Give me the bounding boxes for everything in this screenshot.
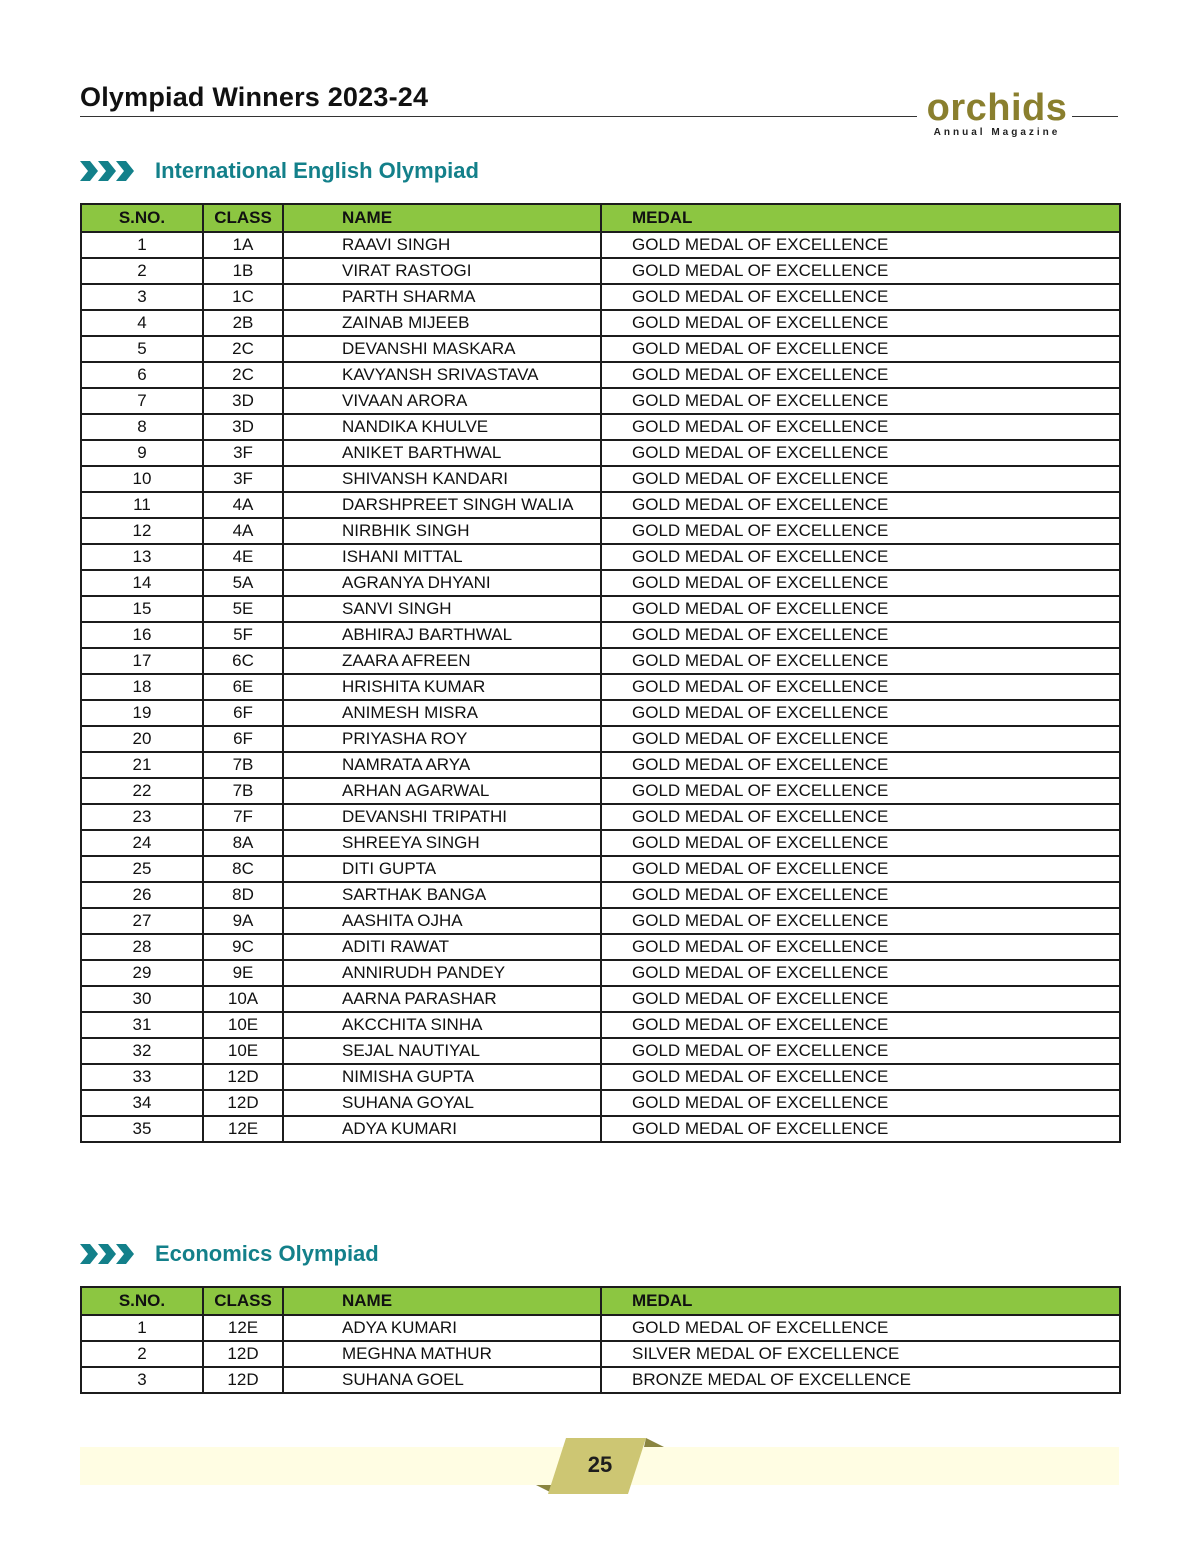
cell-medal: GOLD MEDAL OF EXCELLENCE xyxy=(601,232,1120,258)
cell-sno: 26 xyxy=(81,882,203,908)
page-number: 25 xyxy=(587,1452,613,1477)
col-header-sno: S.NO. xyxy=(81,204,203,232)
cell-name: SHIVANSH KANDARI xyxy=(283,466,601,492)
cell-class: 6F xyxy=(203,726,283,752)
cell-class: 3F xyxy=(203,466,283,492)
cell-medal: GOLD MEDAL OF EXCELLENCE xyxy=(601,440,1120,466)
cell-name: HRISHITA KUMAR xyxy=(283,674,601,700)
cell-name: KAVYANSH SRIVASTAVA xyxy=(283,362,601,388)
table-row xyxy=(81,700,1120,726)
table-row xyxy=(81,1116,1120,1142)
cell-medal: GOLD MEDAL OF EXCELLENCE xyxy=(601,1038,1120,1064)
cell-sno: 11 xyxy=(81,492,203,518)
english-olympiad-table xyxy=(80,203,1121,1143)
cell-name: ABHIRAJ BARTHWAL xyxy=(283,622,601,648)
cell-sno: 28 xyxy=(81,934,203,960)
cell-name: NAMRATA ARYA xyxy=(283,752,601,778)
cell-medal: GOLD MEDAL OF EXCELLENCE xyxy=(601,726,1120,752)
cell-medal: SILVER MEDAL OF EXCELLENCE xyxy=(601,1341,1120,1367)
table-row xyxy=(81,466,1120,492)
cell-medal: GOLD MEDAL OF EXCELLENCE xyxy=(601,596,1120,622)
cell-sno: 10 xyxy=(81,466,203,492)
cell-sno: 32 xyxy=(81,1038,203,1064)
cell-medal: GOLD MEDAL OF EXCELLENCE xyxy=(601,310,1120,336)
cell-name: RAAVI SINGH xyxy=(283,232,601,258)
cell-class: 5A xyxy=(203,570,283,596)
table-row xyxy=(81,232,1120,258)
table-row xyxy=(81,284,1120,310)
triple-chevron-icon xyxy=(80,1243,136,1265)
table-row xyxy=(81,310,1120,336)
cell-class: 12D xyxy=(203,1341,283,1367)
section-title: International English Olympiad xyxy=(155,158,479,183)
cell-class: 8C xyxy=(203,856,283,882)
table-row xyxy=(81,726,1120,752)
cell-name: ZAINAB MIJEEB xyxy=(283,310,601,336)
table-row xyxy=(81,882,1120,908)
table-row xyxy=(81,778,1120,804)
cell-sno: 25 xyxy=(81,856,203,882)
table-row xyxy=(81,986,1120,1012)
table-row xyxy=(81,258,1120,284)
cell-medal: GOLD MEDAL OF EXCELLENCE xyxy=(601,934,1120,960)
table-row xyxy=(81,336,1120,362)
cell-medal: GOLD MEDAL OF EXCELLENCE xyxy=(601,388,1120,414)
cell-class: 10E xyxy=(203,1012,283,1038)
cell-sno: 24 xyxy=(81,830,203,856)
cell-sno: 35 xyxy=(81,1116,203,1142)
col-header-name: NAME xyxy=(283,1287,601,1315)
table-row xyxy=(81,960,1120,986)
cell-name: SUHANA GOYAL xyxy=(283,1090,601,1116)
cell-name: VIVAAN ARORA xyxy=(283,388,601,414)
cell-medal: GOLD MEDAL OF EXCELLENCE xyxy=(601,674,1120,700)
cell-name: ARHAN AGARWAL xyxy=(283,778,601,804)
cell-sno: 34 xyxy=(81,1090,203,1116)
table-row xyxy=(81,440,1120,466)
cell-name: AKCCHITA SINHA xyxy=(283,1012,601,1038)
cell-sno: 6 xyxy=(81,362,203,388)
cell-medal: GOLD MEDAL OF EXCELLENCE xyxy=(601,700,1120,726)
table-row xyxy=(81,622,1120,648)
cell-name: PRIYASHA ROY xyxy=(283,726,601,752)
page-title: Olympiad Winners 2023-24 xyxy=(80,82,429,112)
table-row xyxy=(81,388,1120,414)
cell-sno: 5 xyxy=(81,336,203,362)
cell-name: ADYA KUMARI xyxy=(283,1315,601,1341)
cell-medal: GOLD MEDAL OF EXCELLENCE xyxy=(601,336,1120,362)
cell-sno: 27 xyxy=(81,908,203,934)
table-row xyxy=(81,752,1120,778)
table-header-row xyxy=(81,204,1120,232)
logo-rule xyxy=(1072,116,1118,117)
cell-medal: GOLD MEDAL OF EXCELLENCE xyxy=(601,284,1120,310)
cell-sno: 31 xyxy=(81,1012,203,1038)
cell-name: SARTHAK BANGA xyxy=(283,882,601,908)
cell-class: 9A xyxy=(203,908,283,934)
cell-sno: 33 xyxy=(81,1064,203,1090)
cell-name: ANNIRUDH PANDEY xyxy=(283,960,601,986)
cell-sno: 30 xyxy=(81,986,203,1012)
cell-medal: GOLD MEDAL OF EXCELLENCE xyxy=(601,1116,1120,1142)
cell-medal: GOLD MEDAL OF EXCELLENCE xyxy=(601,804,1120,830)
section-heading-economics xyxy=(80,1241,379,1267)
cell-class: 12D xyxy=(203,1064,283,1090)
cell-name: SEJAL NAUTIYAL xyxy=(283,1038,601,1064)
cell-class: 6E xyxy=(203,674,283,700)
table-row xyxy=(81,1367,1120,1393)
cell-sno: 9 xyxy=(81,440,203,466)
cell-class: 2B xyxy=(203,310,283,336)
cell-class: 7F xyxy=(203,804,283,830)
cell-sno: 18 xyxy=(81,674,203,700)
table-header-row xyxy=(81,1287,1120,1315)
cell-name: ADYA KUMARI xyxy=(283,1116,601,1142)
cell-sno: 16 xyxy=(81,622,203,648)
cell-class: 7B xyxy=(203,752,283,778)
cell-medal: GOLD MEDAL OF EXCELLENCE xyxy=(601,544,1120,570)
cell-sno: 1 xyxy=(81,232,203,258)
cell-medal: GOLD MEDAL OF EXCELLENCE xyxy=(601,258,1120,284)
cell-sno: 12 xyxy=(81,518,203,544)
col-header-name: NAME xyxy=(283,204,601,232)
table-row xyxy=(81,518,1120,544)
cell-class: 12E xyxy=(203,1116,283,1142)
section-title: Economics Olympiad xyxy=(155,1241,379,1266)
table-row xyxy=(81,804,1120,830)
cell-medal: GOLD MEDAL OF EXCELLENCE xyxy=(601,648,1120,674)
cell-name: DARSHPREET SINGH WALIA xyxy=(283,492,601,518)
cell-sno: 17 xyxy=(81,648,203,674)
table-row xyxy=(81,1341,1120,1367)
table-row xyxy=(81,544,1120,570)
cell-class: 7B xyxy=(203,778,283,804)
cell-class: 3D xyxy=(203,388,283,414)
cell-name: DEVANSHI MASKARA xyxy=(283,336,601,362)
cell-class: 8A xyxy=(203,830,283,856)
cell-class: 10E xyxy=(203,1038,283,1064)
cell-name: ADITI RAWAT xyxy=(283,934,601,960)
table-row xyxy=(81,1012,1120,1038)
table-row xyxy=(81,414,1120,440)
cell-medal: GOLD MEDAL OF EXCELLENCE xyxy=(601,752,1120,778)
cell-name: NIRBHIK SINGH xyxy=(283,518,601,544)
cell-sno: 14 xyxy=(81,570,203,596)
table-row xyxy=(81,934,1120,960)
magazine-logo xyxy=(922,87,1072,138)
col-header-sno: S.NO. xyxy=(81,1287,203,1315)
cell-class: 4E xyxy=(203,544,283,570)
table-row xyxy=(81,1090,1120,1116)
table-row xyxy=(81,908,1120,934)
cell-name: ZAARA AFREEN xyxy=(283,648,601,674)
cell-class: 9E xyxy=(203,960,283,986)
cell-medal: GOLD MEDAL OF EXCELLENCE xyxy=(601,856,1120,882)
cell-class: 5E xyxy=(203,596,283,622)
cell-name: ISHANI MITTAL xyxy=(283,544,601,570)
logo-wordmark: orchids xyxy=(926,87,1068,129)
table-row xyxy=(81,570,1120,596)
cell-class: 5F xyxy=(203,622,283,648)
cell-name: AARNA PARASHAR xyxy=(283,986,601,1012)
cell-name: NANDIKA KHULVE xyxy=(283,414,601,440)
cell-class: 3D xyxy=(203,414,283,440)
cell-name: PARTH SHARMA xyxy=(283,284,601,310)
cell-name: DITI GUPTA xyxy=(283,856,601,882)
cell-medal: GOLD MEDAL OF EXCELLENCE xyxy=(601,778,1120,804)
cell-sno: 20 xyxy=(81,726,203,752)
cell-medal: GOLD MEDAL OF EXCELLENCE xyxy=(601,1090,1120,1116)
cell-name: SUHANA GOEL xyxy=(283,1367,601,1393)
cell-name: ANIKET BARTHWAL xyxy=(283,440,601,466)
cell-name: AGRANYA DHYANI xyxy=(283,570,601,596)
cell-class: 9C xyxy=(203,934,283,960)
cell-name: SHREEYA SINGH xyxy=(283,830,601,856)
cell-medal: GOLD MEDAL OF EXCELLENCE xyxy=(601,882,1120,908)
cell-name: DEVANSHI TRIPATHI xyxy=(283,804,601,830)
cell-class: 6F xyxy=(203,700,283,726)
cell-class: 12D xyxy=(203,1367,283,1393)
cell-sno: 1 xyxy=(81,1315,203,1341)
cell-name: SANVI SINGH xyxy=(283,596,601,622)
cell-medal: GOLD MEDAL OF EXCELLENCE xyxy=(601,830,1120,856)
cell-sno: 3 xyxy=(81,284,203,310)
cell-medal: GOLD MEDAL OF EXCELLENCE xyxy=(601,362,1120,388)
cell-class: 6C xyxy=(203,648,283,674)
cell-class: 1B xyxy=(203,258,283,284)
cell-sno: 8 xyxy=(81,414,203,440)
table-row xyxy=(81,492,1120,518)
cell-medal: GOLD MEDAL OF EXCELLENCE xyxy=(601,518,1120,544)
cell-class: 12D xyxy=(203,1090,283,1116)
cell-sno: 3 xyxy=(81,1367,203,1393)
cell-class: 3F xyxy=(203,440,283,466)
table-row xyxy=(81,830,1120,856)
cell-sno: 2 xyxy=(81,258,203,284)
cell-medal: GOLD MEDAL OF EXCELLENCE xyxy=(601,622,1120,648)
cell-medal: GOLD MEDAL OF EXCELLENCE xyxy=(601,908,1120,934)
cell-class: 10A xyxy=(203,986,283,1012)
col-header-class: CLASS xyxy=(203,204,283,232)
cell-class: 2C xyxy=(203,336,283,362)
cell-sno: 15 xyxy=(81,596,203,622)
cell-class: 12E xyxy=(203,1315,283,1341)
cell-medal: GOLD MEDAL OF EXCELLENCE xyxy=(601,1315,1120,1341)
cell-class: 4A xyxy=(203,492,283,518)
cell-sno: 21 xyxy=(81,752,203,778)
table-row xyxy=(81,1064,1120,1090)
table-row xyxy=(81,362,1120,388)
cell-class: 4A xyxy=(203,518,283,544)
table-row xyxy=(81,1038,1120,1064)
cell-medal: GOLD MEDAL OF EXCELLENCE xyxy=(601,466,1120,492)
cell-medal: GOLD MEDAL OF EXCELLENCE xyxy=(601,1064,1120,1090)
section-heading-english xyxy=(80,158,479,184)
col-header-medal: MEDAL xyxy=(601,204,1120,232)
table-row xyxy=(81,648,1120,674)
cell-name: AASHITA OJHA xyxy=(283,908,601,934)
table-row xyxy=(81,1315,1120,1341)
cell-medal: GOLD MEDAL OF EXCELLENCE xyxy=(601,414,1120,440)
cell-class: 1C xyxy=(203,284,283,310)
cell-sno: 19 xyxy=(81,700,203,726)
cell-sno: 7 xyxy=(81,388,203,414)
cell-sno: 4 xyxy=(81,310,203,336)
cell-medal: GOLD MEDAL OF EXCELLENCE xyxy=(601,492,1120,518)
cell-name: MEGHNA MATHUR xyxy=(283,1341,601,1367)
cell-medal: GOLD MEDAL OF EXCELLENCE xyxy=(601,570,1120,596)
cell-name: NIMISHA GUPTA xyxy=(283,1064,601,1090)
cell-class: 8D xyxy=(203,882,283,908)
triple-chevron-icon xyxy=(80,160,136,182)
table-row xyxy=(81,674,1120,700)
logo-subtitle: Annual Magazine xyxy=(933,127,1061,138)
cell-sno: 13 xyxy=(81,544,203,570)
cell-class: 2C xyxy=(203,362,283,388)
cell-class: 1A xyxy=(203,232,283,258)
cell-sno: 2 xyxy=(81,1341,203,1367)
cell-sno: 23 xyxy=(81,804,203,830)
title-rule xyxy=(80,116,917,117)
cell-name: ANIMESH MISRA xyxy=(283,700,601,726)
table-row xyxy=(81,596,1120,622)
col-header-medal: MEDAL xyxy=(601,1287,1120,1315)
cell-medal: GOLD MEDAL OF EXCELLENCE xyxy=(601,960,1120,986)
cell-medal: BRONZE MEDAL OF EXCELLENCE xyxy=(601,1367,1120,1393)
economics-olympiad-table xyxy=(80,1286,1121,1394)
cell-sno: 22 xyxy=(81,778,203,804)
cell-medal: GOLD MEDAL OF EXCELLENCE xyxy=(601,986,1120,1012)
table-row xyxy=(81,856,1120,882)
cell-sno: 29 xyxy=(81,960,203,986)
col-header-class: CLASS xyxy=(203,1287,283,1315)
cell-medal: GOLD MEDAL OF EXCELLENCE xyxy=(601,1012,1120,1038)
cell-name: VIRAT RASTOGI xyxy=(283,258,601,284)
